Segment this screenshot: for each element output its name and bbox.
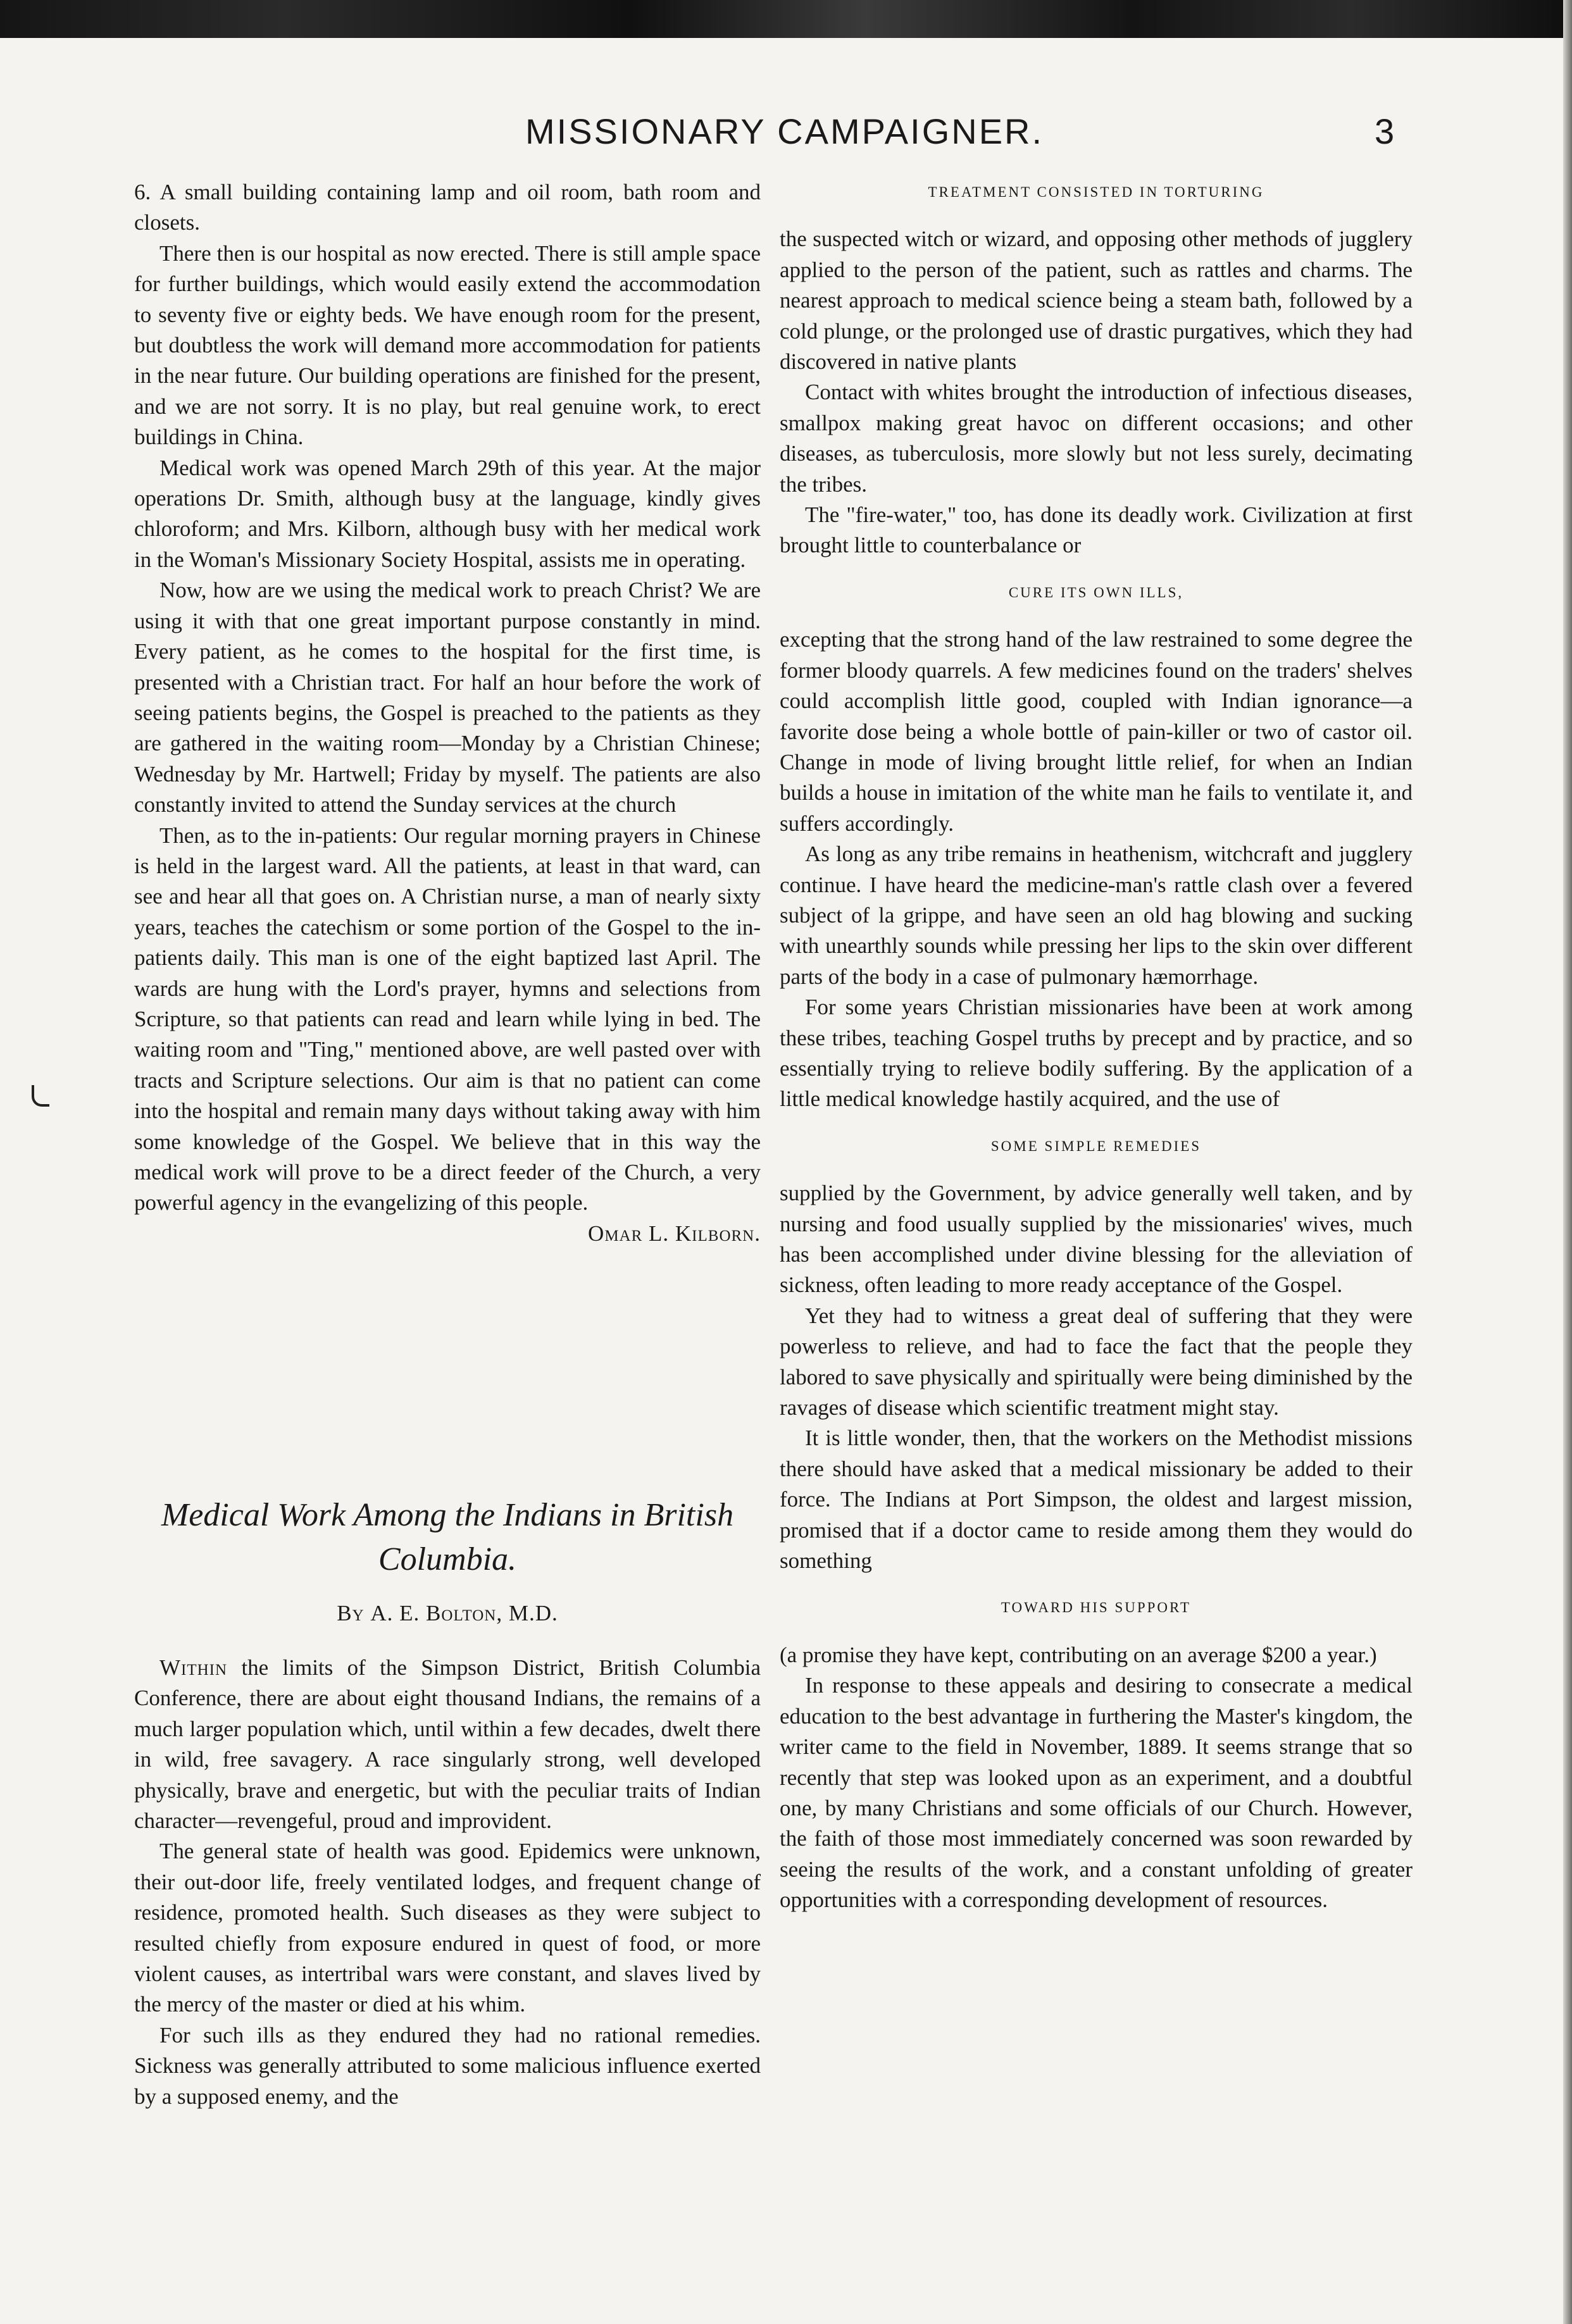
paragraph: It is little wonder, then, that the workers on the Methodist missions there should have asked that a medical missionary be added to their force. The Indians at Port Simpson, the oldest and largest mission, promised that if a doctor came to reside among them they would do something	[780, 1426, 1413, 1574]
section-subhead: TREATMENT CONSISTED IN TORTURING	[928, 184, 1264, 200]
paragraph: 6. A small building containing lamp and oil room, bath room and closets.	[134, 180, 761, 235]
article-byline	[134, 1601, 761, 1626]
paragraph: excepting that the strong hand of the law restrained to some degree the former bloody quarrels. A few medicines found on the traders' shelves could accomplish little good, coupled with Indian ignorance—a favorite dose being a whole bottle of pain-killer or two of castor oil. Change in mode of living brought little relief, for when an Indian builds a house in imitation of the white man he fails to ventilate it, and suffers accordingly.	[780, 627, 1413, 836]
paragraph: For some years Christian missionaries have been at work among these tribes, teaching Gospel truths by precept and by practice, and so essentially trying to relieve bodily suffering. By the application of a little medical knowledge hastily acquired, and the use of	[780, 995, 1413, 1112]
paragraph-text: the limits of the Simpson District, British Columbia Conference, there are about eight thousand Indians, the remains of a much larger population which, until within a few decades, dwelt there in wild, free savagery. A race singularly strong, well developed physically, brave and energetic, but with the peculiar traits of Indian character—revengeful, proud and improvident.	[134, 1655, 761, 1834]
paragraph	[134, 1653, 761, 1836]
running-header: MISSIONARY CAMPAIGNER.	[525, 111, 1044, 151]
paragraph: There then is our hospital as now erected. There is still ample space for further buildings, which would easily extend the accommodation to seventy five or eighty beds. We have enough room for the present, but doubtless the work will demand more accommodation for patients in the near future. Our building operations are finished for the present, and we are not sorry. It is no play, but real genuine work, to erect buildings in China.	[134, 240, 761, 450]
byline-prefix: By	[337, 1601, 365, 1625]
author-signature	[134, 1219, 761, 1249]
paragraph: For such ills as they endured they had no rational remedies. Sickness was generally attributed to some malicious influence exerted by a supposed enemy, and the	[134, 2022, 761, 2109]
paragraph: The general state of health was good. Epidemics were unknown, their out-door life, freely ventilated lodges, and frequent change of residence, promoted health. Such diseases as they were subject to resulted chiefly from exposure endured in quest of food, or more violent causes, as intertribal wars were constant, and slaves lived by the mercy of the master or died at his whim.	[134, 1839, 761, 2017]
handwritten-margin-mark	[32, 1085, 49, 1107]
paragraph: Then, as to the in-patients: Our regular morning prayers in Chinese is held in the largest ward. All the patients, at least in that ward, can see and hear all that goes on. A Christian nurse, a man of nearly sixty years, teaches the catechism or some portion of the Gospel to the in-patients daily. This man is one of the eight baptized last April. The wards are hung with the Lord's prayer, hymns and selections from Scripture, so that patients can read and learn while lying in bed. The waiting room and "Ting," mentioned above, are well pasted over with tracts and Scripture selections. Our aim is that no patient can come into the hospital and remain many days without taking away with him some knowledge of the Gospel. We believe that in this way the medical work will prove to be a direct feeder of the Church, a very powerful agency in the evangelizing of this people.	[134, 823, 761, 1215]
byline-author: A. E. Bolton, M.D.	[370, 1601, 558, 1625]
paragraph: (a promise they have kept, contributing on an average $200 a year.)	[780, 1642, 1377, 1667]
scan-right-edge	[1563, 0, 1572, 2324]
lead-word: Within	[159, 1655, 228, 1680]
paragraph: Contact with whites brought the introduction of infectious diseases, smallpox making great havoc on different occasions; and other diseases, as tuberculosis, more slowly but not less surely, decimating the tribes.	[780, 380, 1413, 497]
article-body-left	[134, 1653, 761, 2112]
section-subhead: CURE ITS OWN ILLS,	[1008, 584, 1184, 600]
paragraph: Now, how are we using the medical work to preach Christ? We are using it with that one great important purpose constantly in mind. Every patient, as he comes to the hospital for the first time, is presented with a Christian tract. For half an hour before the work of seeing patients begins, the Gospel is preached to the patients as they are gathered in the waiting room—Monday by a Christian Chinese; Wednesday by Mr. Hartwell; Friday by myself. The patients are also constantly invited to attend the Sunday services at the church	[134, 578, 761, 817]
paragraph: The "fire-water," too, has done its deadly work. Civilization at first brought little to counterbalance or	[780, 502, 1413, 558]
paragraph: Medical work was opened March 29th of this year. At the major operations Dr. Smith, although busy at the language, kindly gives chloroform; and Mrs. Kilborn, although busy with her medical work in the Woman's Missionary Society Hospital, assists me in operating.	[134, 455, 761, 572]
left-column	[134, 177, 761, 1249]
paragraph: Yet they had to witness a great deal of suffering that they were powerless to relieve, and had to face the fact that the people they labored to save physically and spiritually were being diminished by the ravages of disease which scientific treatment might stay.	[780, 1303, 1413, 1420]
section-subhead: SOME SIMPLE REMEDIES	[990, 1138, 1202, 1154]
page-number: 3	[1375, 111, 1395, 151]
paragraph: the suspected witch or wizard, and opposing other methods of jugglery applied to the person of the patient, such as rattles and charms. The nearest approach to medical science being a steam bath, followed by a cold plunge, or the prolonged use of drastic purgatives, which they had discovered in native plants	[780, 227, 1413, 375]
article-title: Medical Work Among the Indians in British Columbia.	[161, 1497, 734, 1577]
paragraph: As long as any tribe remains in heathenism, witchcraft and jugglery continue. I have heard the medicine-man's rattle clash over a fevered subject of la grippe, and have seen an old hag blowing and sucking with unearthly sounds while pressing her lips to the skin over different parts of the body in a case of pulmonary hæmorrhage.	[780, 842, 1413, 989]
scan-top-border	[0, 0, 1572, 38]
signature-name: Omar L. Kilborn.	[588, 1221, 761, 1246]
section-subhead: TOWARD HIS SUPPORT	[1001, 1600, 1192, 1616]
paragraph: In response to these appeals and desiring to consecrate a medical education to the best advantage in furthering the Master's kingdom, the writer came to the field in November, 1889. It seems strange that so recently that step was looked upon as an experiment, and a doubtful one, by many Christians and some officials of our Church. However, the faith of those most immediately concerned was soon rewarded by seeing the results of the work, and a constant unfolding of greater opportunities with a corresponding development of resources.	[780, 1673, 1413, 1913]
paragraph: supplied by the Government, by advice generally well taken, and by nursing and food usually supplied by the missionaries' wives, much has been accomplished under divine blessing for the alleviation of sickness, often leading to more ready acceptance of the Gospel.	[780, 1181, 1413, 1298]
right-column	[780, 177, 1413, 1916]
